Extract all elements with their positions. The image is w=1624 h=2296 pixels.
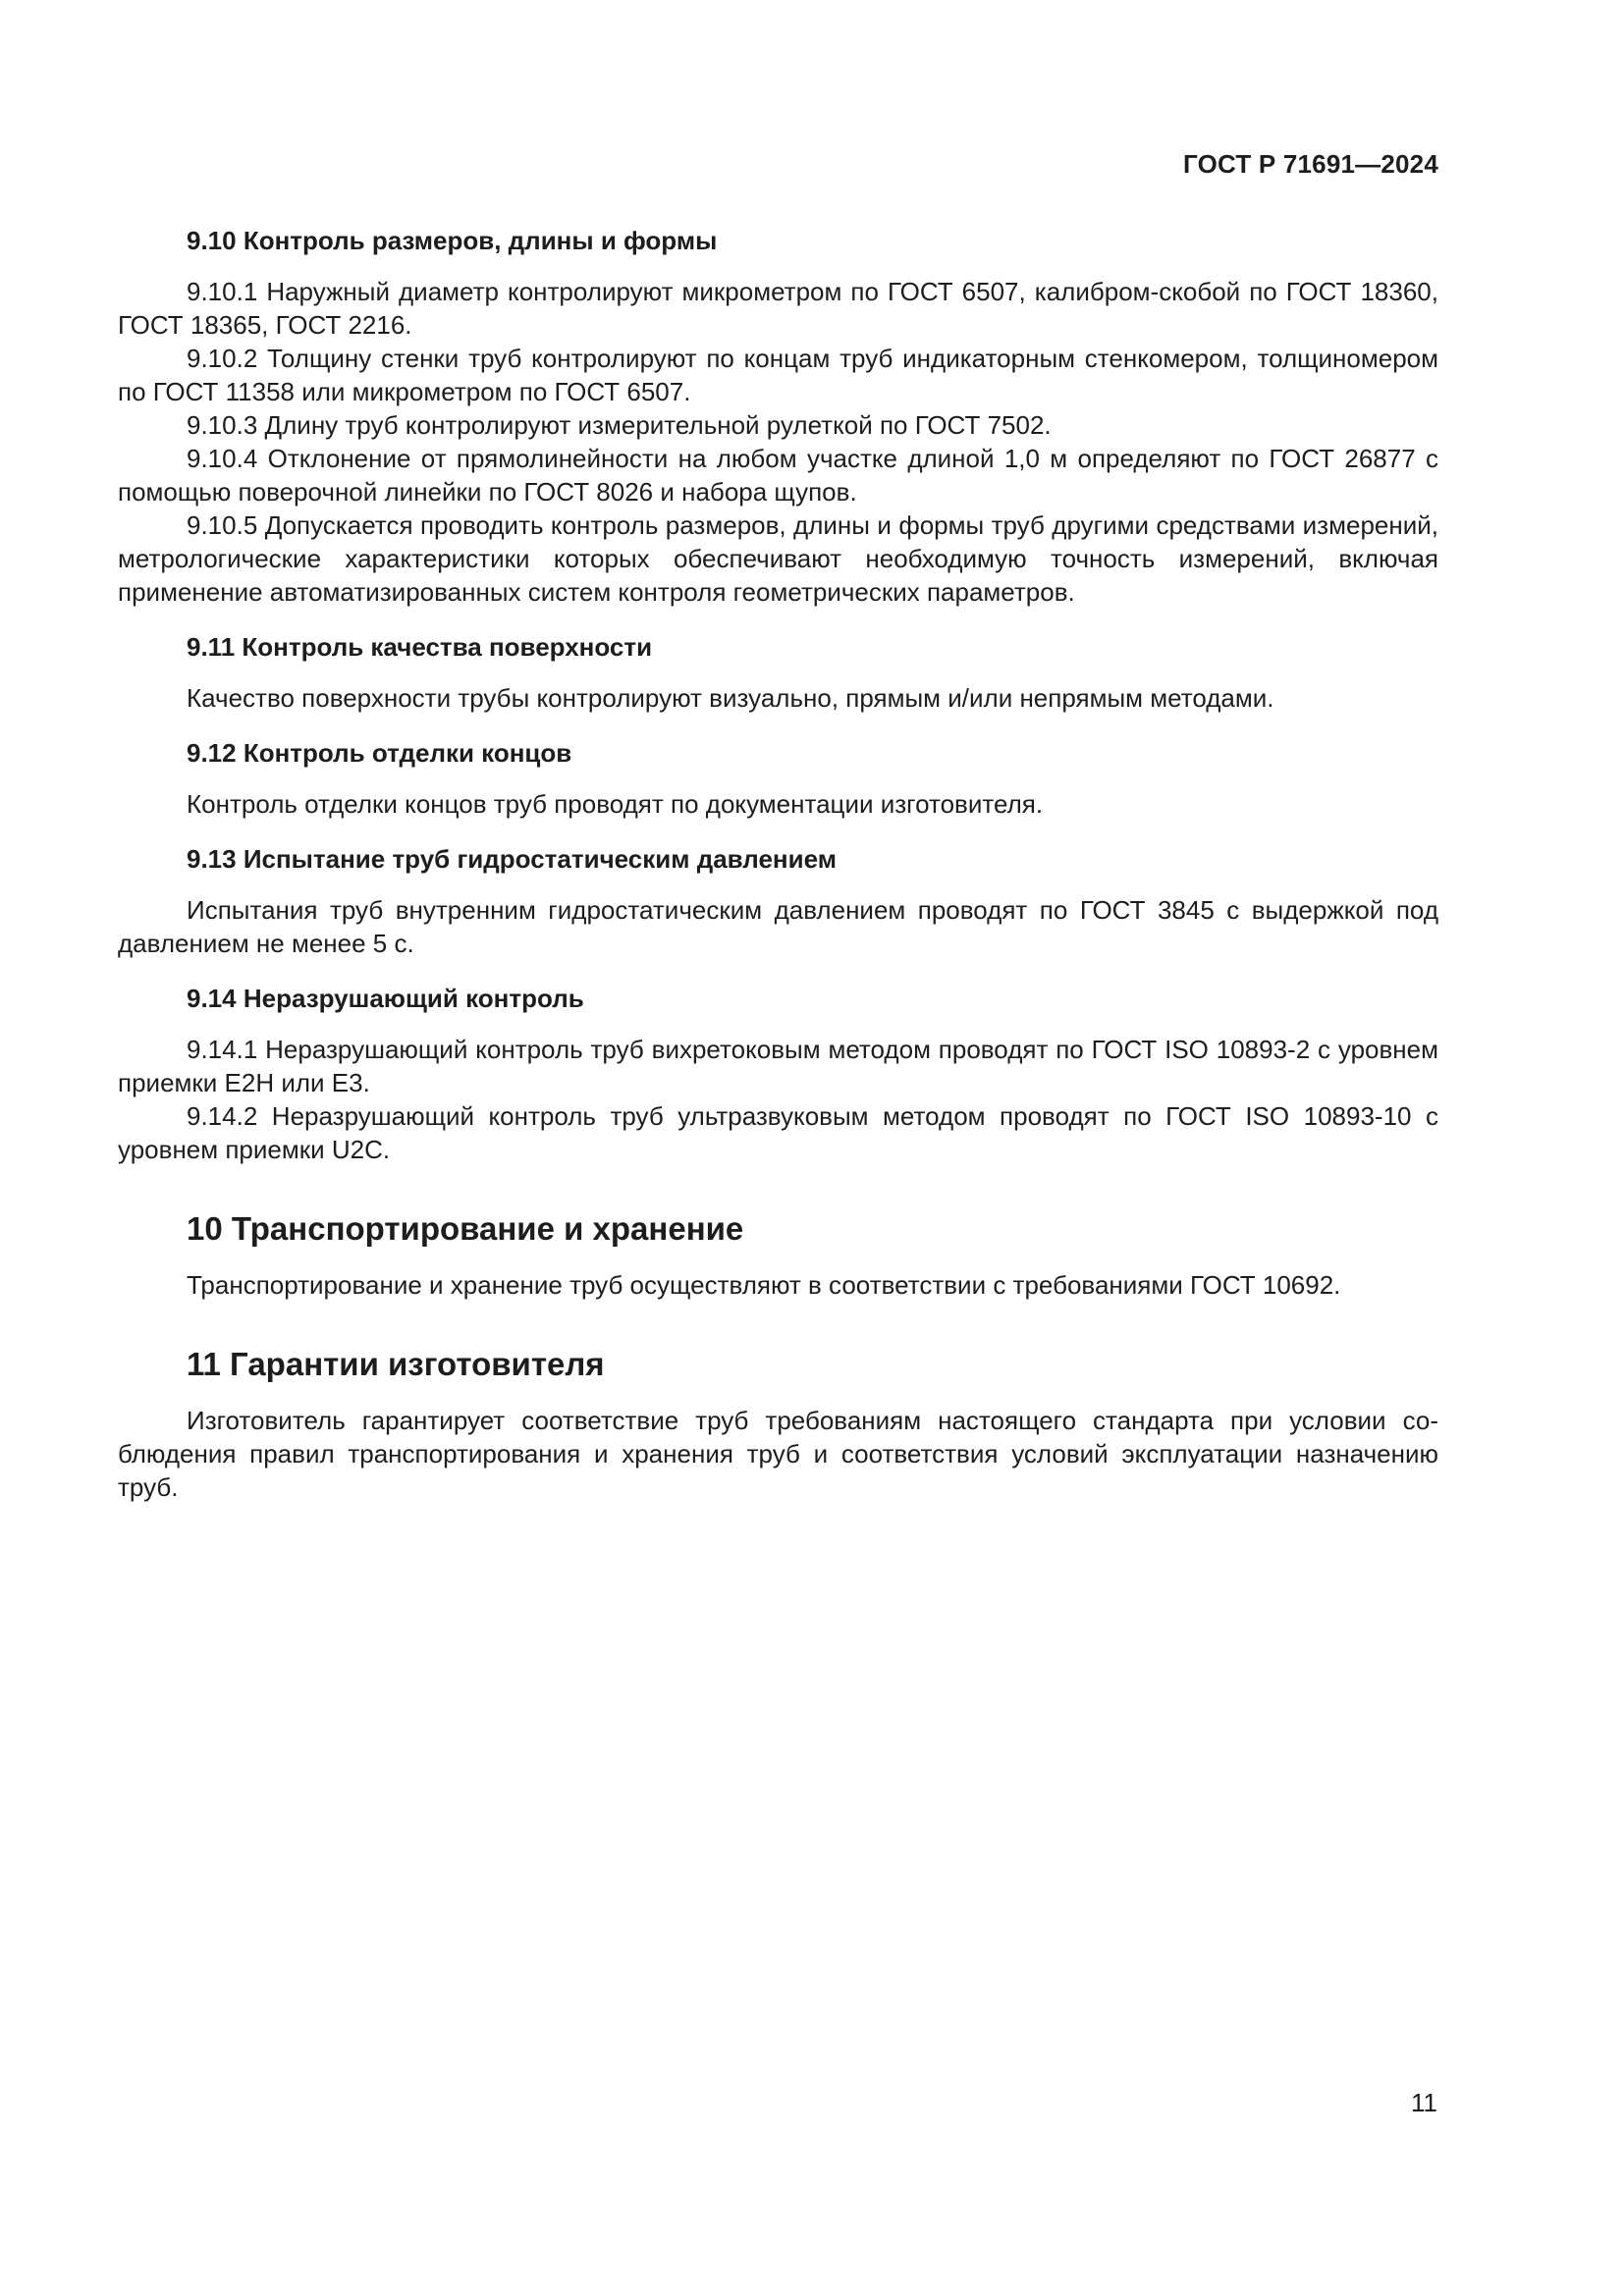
paragraph-9-10-4: 9.10.4 Отклонение от прямолинейности на любом участке длиной 1,0 м определяют по ГОСТ 26877 с помощью поверочной линейки по ГОСТ 8026 и набора щупов. xyxy=(118,444,1438,507)
page-content xyxy=(118,224,1438,1504)
paragraph-9-14-1: 9.14.1 Неразрушающий контроль труб вихретоковым методом проводят по ГОСТ ISO 10893-2 с уровнем приемки E2H или E3. xyxy=(118,1035,1438,1097)
subsection-title-9-11: 9.11 Контроль качества поверхности xyxy=(187,632,653,662)
paragraph-9-12: Контроль отделки концов труб проводят по документации изготовителя. xyxy=(187,789,1044,819)
paragraph-9-13: Испытания труб внутренним гидростатическим давлением проводят по ГОСТ 3845 с выдержкой под давлением не менее 5 с. xyxy=(118,895,1438,958)
paragraph-9-10-2: 9.10.2 Толщину стенки труб контролируют по концам труб индикаторным стенкомером, толщиномером по ГОСТ 11358 или микрометром по ГОСТ 6507. xyxy=(118,344,1438,406)
subsection-title-9-14: 9.14 Неразрушающий контроль xyxy=(187,984,584,1013)
subsection-title-9-12: 9.12 Контроль отделки концов xyxy=(187,738,572,768)
paragraph-11: Изготовитель гарантирует соответствие труб требованиям настоящего стандарта при условии соблюдения правил транспортирования и хранения труб и соответствия условий эксплуатации назначению труб. xyxy=(118,1406,1438,1502)
paragraph-10: Транспортирование и хранение труб осуществляют в соответствии с требованиями ГОСТ 10692. xyxy=(187,1270,1341,1300)
paragraph-9-11: Качество поверхности трубы контролируют визуально, прямым и/или непрямым методами. xyxy=(187,683,1274,713)
section-title-10: 10 Транспортирование и хранение xyxy=(187,1210,744,1247)
paragraph-9-14-2: 9.14.2 Неразрушающий контроль труб ультразвуковым методом проводят по ГОСТ ISO 10893-10 с уровнем приемки U2C. xyxy=(118,1101,1438,1164)
subsection-title-9-13: 9.13 Испытание труб гидростатическим давлением xyxy=(187,844,837,874)
paragraph-9-10-1: 9.10.1 Наружный диаметр контролируют микрометром по ГОСТ 6507, калибром-скобой по ГОСТ 18360, ГОСТ 18365, ГОСТ 2216. xyxy=(118,277,1438,340)
subsection-title-9-10: 9.10 Контроль размеров, длины и формы xyxy=(187,226,718,255)
page-number: 11 xyxy=(1411,2088,1437,2117)
paragraph-9-10-3: 9.10.3 Длину труб контролируют измерительной рулеткой по ГОСТ 7502. xyxy=(187,410,1052,440)
section-title-11: 11 Гарантии изготовителя xyxy=(187,1346,605,1382)
document-code: ГОСТ Р 71691—2024 xyxy=(1183,149,1438,179)
paragraph-9-10-5: 9.10.5 Допускается проводить контроль размеров, длины и формы труб другими средствами измерений, метрологические характеристики которых обеспечивают необходимую точность измерений, включая применение автоматизированных систем контроля геометрических параметров. xyxy=(118,510,1438,607)
